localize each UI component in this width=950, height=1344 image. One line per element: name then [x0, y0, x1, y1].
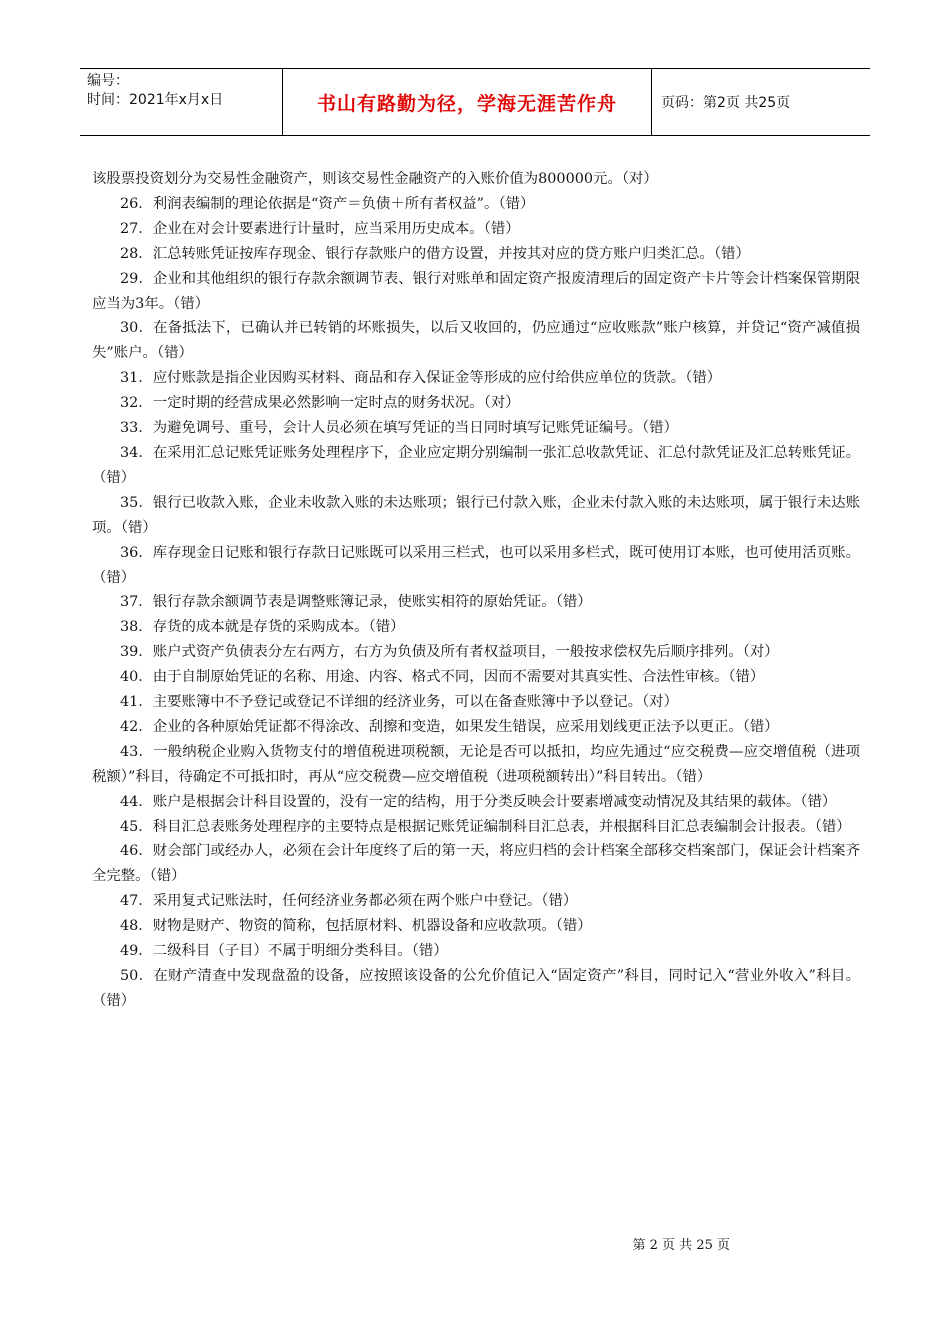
page-footer — [0, 1234, 950, 1253]
question-item: 39．账户式资产负债表分左右两方，右方为负债及所有者权益项目，一般按求偿权先后顺序排列。（对） — [120, 644, 779, 661]
document-number-label: 编号： — [87, 73, 129, 89]
question-item: 37．银行存款余额调节表是调整账簿记录，使账实相符的原始凭证。（错） — [120, 594, 592, 611]
question-item: 35．银行已收款入账，企业未收款入账的未达账项；银行已付款入账，企业未付款入账的未达账项，属于银行未达账项。（错） — [92, 494, 860, 536]
question-item: 32．一定时期的经营成果必然影响一定时点的财务状况。（对） — [120, 395, 520, 412]
question-item: 43．一般纳税企业购入货物支付的增值税进项税额，无论是否可以抵扣，均应先通过“应交税费—应交增值税（进项税额）”科目，待确定不可抵扣时，再从“应交税费—应交增值税（进项税额转出）”科目转出。（错） — [92, 743, 860, 785]
document-body — [92, 167, 860, 1014]
question-item: 30．在备抵法下，已确认并已转销的坏账损失，以后又收回的，仍应通过“应收账款”账户核算，并贷记“资产减值损失”账户。（错） — [92, 320, 860, 362]
document-date: 时间：2021年x月x日 — [87, 92, 224, 108]
question-item: 28．汇总转账凭证按库存现金、银行存款账户的借方设置，并按其对应的贷方账户归类汇总。（错） — [120, 245, 750, 262]
question-item: 44．账户是根据会计科目设置的，没有一定的结构，用于分类反映会计要素增减变动情况及其结果的载体。（错） — [120, 793, 837, 810]
question-item: 45．科目汇总表账务处理程序的主要特点是根据记账凭证编制科目汇总表，并根据科目汇总表编制会计报表。（错） — [120, 818, 851, 835]
header-motto: 书山有路勤为径，学海无涯苦作舟 — [316, 92, 617, 115]
question-item: 29．企业和其他组织的银行存款余额调节表、银行对账单和固定资产报废清理后的固定资产卡片等会计档案保管期限应当为3年。（错） — [92, 270, 860, 312]
question-item: 47．采用复式记账法时，任何经济业务都必须在两个账户中登记。（错） — [120, 893, 578, 910]
header-meta — [80, 69, 282, 135]
question-item: 38．存货的成本就是存货的采购成本。（错） — [120, 619, 405, 636]
question-item: 41．主要账簿中不予登记或登记不详细的经济业务，可以在备查账簿中予以登记。（对） — [120, 694, 678, 711]
question-item: 31．应付账款是指企业因购买材料、商品和存入保证金等形成的应付给供应单位的货款。（错） — [120, 370, 722, 387]
question-item: 48．财物是财产、物资的简称，包括原材料、机器设备和应收款项。（错） — [120, 918, 592, 935]
paragraph: 该股票投资划分为交易性金融资产，则该交易性金融资产的入账价值为800000元。（对） — [92, 171, 658, 187]
question-item: 33．为避免调号、重号，会计人员必须在填写凭证的当日同时填写记账凭证编号。（错） — [120, 420, 678, 437]
question-item: 34．在采用汇总记账凭证账务处理程序下，企业应定期分别编制一张汇总收款凭证、汇总付款凭证及汇总转账凭证。（错） — [92, 444, 860, 486]
footer-page-number: 第 2 页 共 25 页 — [632, 1238, 730, 1253]
question-item: 46．财会部门或经办人，必须在会计年度终了后的第一天，将应归档的会计档案全部移交档案部门，保证会计档案齐全完整。（错） — [92, 843, 860, 885]
question-item: 50．在财产清查中发现盘盈的设备，应按照该设备的公允价值记入“固定资产”科目，同时记入“营业外收入”科目。（错） — [92, 968, 860, 1009]
header-motto-cell — [282, 69, 652, 135]
question-item: 42．企业的各种原始凭证都不得涂改、刮擦和变造，如果发生错误，应采用划线更正法予以更正。（错） — [120, 718, 779, 735]
question-item: 36．库存现金日记账和银行存款日记账既可以采用三栏式，也可以采用多栏式，既可使用订本账，也可使用活页账。（错） — [92, 544, 860, 586]
question-item: 26．利润表编制的理论依据是“资产＝负债＋所有者权益”。（错） — [120, 195, 535, 212]
question-item: 40．由于自制原始凭证的名称、用途、内容、格式不同，因而不需要对其真实性、合法性审核。（错） — [120, 669, 765, 686]
question-item: 49．二级科目（子目）不属于明细分类科目。（错） — [120, 943, 448, 960]
page-header — [80, 68, 870, 136]
question-item: 27．企业在对会计要素进行计量时，应当采用历史成本。（错） — [120, 220, 520, 237]
header-page-info: 页码：第2页 共25页 — [661, 95, 791, 111]
